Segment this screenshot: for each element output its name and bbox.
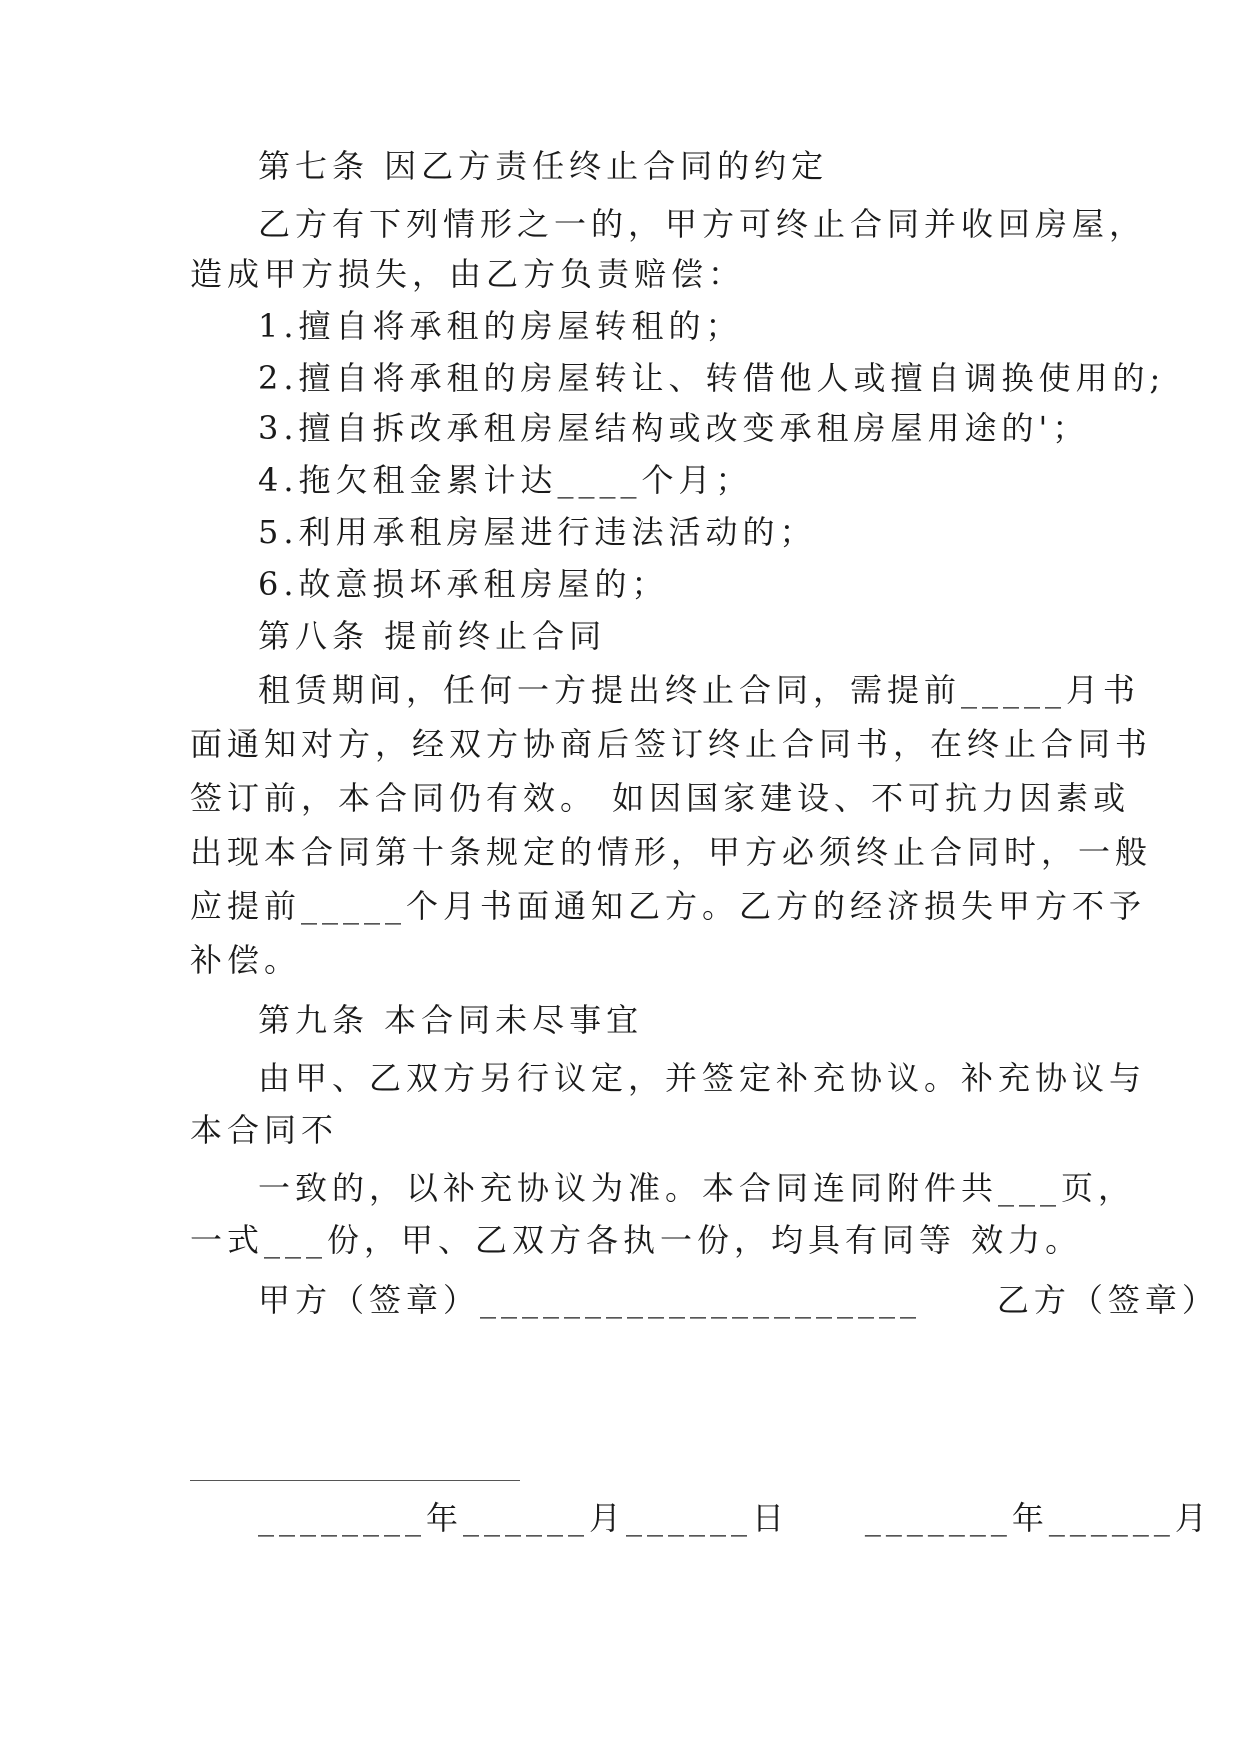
date-line: ________年______月______日 _______年______月 [258, 1499, 1212, 1537]
list-item-1: 1.擅自将承租的房屋转租的； [258, 307, 743, 345]
list-item-3: 3.擅自拆改承租房屋结构或改变承租房屋用途的'； [258, 409, 1090, 447]
article-9-heading: 第九条 本合同未尽事宜 [258, 1001, 644, 1039]
list-item-2: 2.擅自将承租的房屋转让、转借他人或擅自调换使用的; [258, 359, 1166, 397]
paragraph-line: 造成甲方损失，由乙方负责赔偿： [190, 255, 746, 293]
paragraph-line: 应提前_____个月书面通知乙方。乙方的经济损失甲方不予 [190, 887, 1147, 925]
signature-rule [190, 1480, 520, 1481]
paragraph-line: 签订前，本合同仍有效。 如因国家建设、不可抗力因素或 [190, 779, 1131, 817]
article-8-heading: 第八条 提前终止合同 [258, 617, 607, 655]
list-item-5: 5.利用承租房屋进行违法活动的； [258, 513, 817, 551]
paragraph-line: 补偿。 [190, 941, 302, 979]
article-7-heading: 第七条 因乙方责任终止合同的约定 [258, 147, 829, 185]
paragraph-line: 租赁期间，任何一方提出终止合同，需提前_____月书 [258, 671, 1141, 709]
paragraph-line: 面通知对方，经双方协商后签订终止合同书，在终止合同书 [190, 725, 1153, 763]
paragraph-line: 一致的，以补充协议为准。本合同连同附件共___页， [258, 1169, 1136, 1207]
list-item-6: 6.故意损坏承租房屋的； [258, 565, 669, 603]
list-item-4: 4.拖欠租金累计达____个月； [258, 461, 753, 499]
signature-line: 甲方（签章）_____________________ 乙方（签章） [258, 1281, 1219, 1319]
paragraph-line: 本合同不 [190, 1111, 339, 1149]
paragraph-line: 由甲、乙双方另行议定，并签定补充协议。补充协议与 [258, 1059, 1147, 1097]
paragraph-line: 乙方有下列情形之一的，甲方可终止合同并收回房屋， [258, 205, 1147, 243]
paragraph-line: 出现本合同第十条规定的情形，甲方必须终止合同时，一般 [190, 833, 1153, 871]
paragraph-line: 一式___份，甲、乙双方各执一份，均具有同等 效力。 [190, 1221, 1083, 1259]
